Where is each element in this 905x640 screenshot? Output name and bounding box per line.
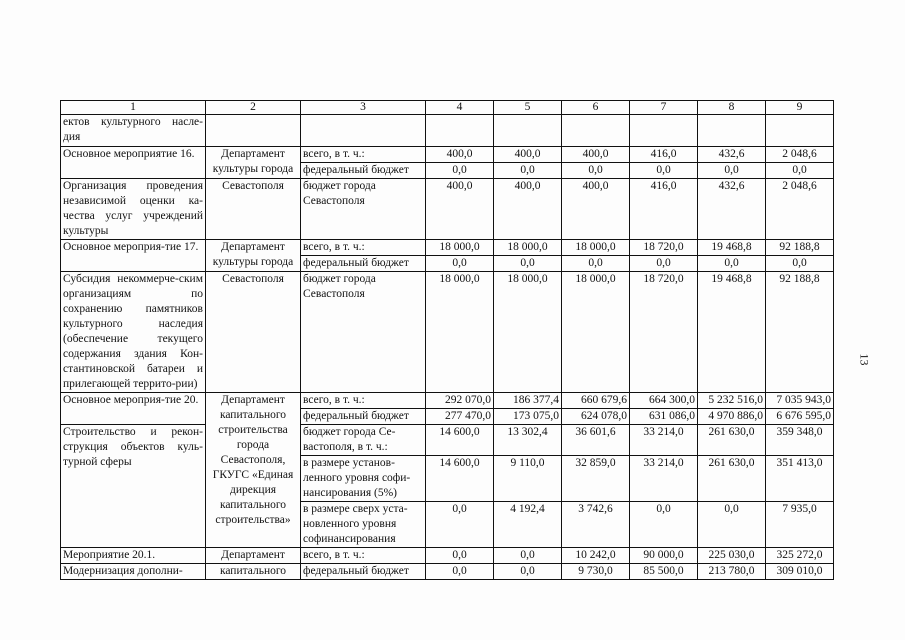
executor-cell: Департамент капитального строительства города Севастополя, ГКУГС «Единая дирекция капитального строительства» <box>206 393 301 548</box>
value-cell: 85 500,0 <box>630 564 698 580</box>
column-header: 9 <box>766 101 834 115</box>
value-cell: 432,6 <box>698 147 766 163</box>
activity-cell: Основное мероприя-тие 20. <box>61 393 206 425</box>
executor-cell: капитального <box>206 564 301 580</box>
column-header: 8 <box>698 101 766 115</box>
value-cell: 0,0 <box>630 502 698 548</box>
value-cell: 0,0 <box>766 256 834 272</box>
value-cell: 90 000,0 <box>630 548 698 564</box>
value-cell <box>766 115 834 147</box>
value-cell: 36 601,6 <box>562 425 630 456</box>
value-cell: 309 010,0 <box>766 564 834 580</box>
value-cell: 33 214,0 <box>630 456 698 502</box>
value-cell: 186 377,4 <box>494 393 562 409</box>
value-cell: 292 070,0 <box>426 393 494 409</box>
column-header: 5 <box>494 101 562 115</box>
source-cell <box>301 115 426 147</box>
value-cell <box>562 115 630 147</box>
value-cell: 18 000,0 <box>562 272 630 393</box>
source-cell: федеральный бюджет <box>301 564 426 580</box>
value-cell: 14 600,0 <box>426 425 494 456</box>
value-cell: 0,0 <box>426 163 494 179</box>
value-cell: 18 000,0 <box>426 240 494 256</box>
table-row <box>61 425 834 456</box>
value-cell: 3 742,6 <box>562 502 630 548</box>
value-cell: 400,0 <box>562 147 630 163</box>
value-cell: 2 048,6 <box>766 179 834 240</box>
value-cell: 0,0 <box>562 163 630 179</box>
value-cell: 261 630,0 <box>698 456 766 502</box>
value-cell: 0,0 <box>766 163 834 179</box>
value-cell: 351 413,0 <box>766 456 834 502</box>
executor-cell: Севастополя <box>206 179 301 240</box>
executor-cell: Департамент культуры города <box>206 240 301 272</box>
value-cell <box>426 115 494 147</box>
value-cell: 18 720,0 <box>630 240 698 256</box>
executor-cell: Департамент культуры города <box>206 147 301 179</box>
value-cell: 400,0 <box>426 179 494 240</box>
table-row <box>61 240 834 256</box>
value-cell: 624 078,0 <box>562 409 630 425</box>
activity-cell: Строительство и рекон-струкция объектов куль-турной сферы <box>61 425 206 548</box>
value-cell: 631 086,0 <box>630 409 698 425</box>
value-cell: 0,0 <box>494 163 562 179</box>
source-cell: бюджет города Севастополя <box>301 179 426 240</box>
activity-cell: Основное мероприя-тие 17. <box>61 240 206 272</box>
budget-table <box>60 100 834 580</box>
table-row <box>61 393 834 409</box>
value-cell: 400,0 <box>426 147 494 163</box>
value-cell: 14 600,0 <box>426 456 494 502</box>
table-row <box>61 272 834 393</box>
source-cell: в размере установ-ленного уровня софи-нансирования (5%) <box>301 456 426 502</box>
value-cell: 18 000,0 <box>426 272 494 393</box>
value-cell: 19 468,8 <box>698 240 766 256</box>
value-cell: 33 214,0 <box>630 425 698 456</box>
value-cell: 6 676 595,0 <box>766 409 834 425</box>
value-cell: 13 302,4 <box>494 425 562 456</box>
value-cell: 0,0 <box>426 256 494 272</box>
source-cell: в размере сверх уста-новленного уровня софинансирования <box>301 502 426 548</box>
activity-cell: Субсидия некоммерче-ским организациям по сохранению памятников культурного наследия (обеспечение текущего содержания здания Кон-стантиновской батареи и прилегающей террито-рии) <box>61 272 206 393</box>
value-cell: 225 030,0 <box>698 548 766 564</box>
value-cell: 416,0 <box>630 147 698 163</box>
value-cell: 92 188,8 <box>766 240 834 256</box>
value-cell: 0,0 <box>494 564 562 580</box>
value-cell <box>630 115 698 147</box>
value-cell: 9 110,0 <box>494 456 562 502</box>
value-cell: 173 075,0 <box>494 409 562 425</box>
source-cell: всего, в т. ч.: <box>301 548 426 564</box>
value-cell: 0,0 <box>698 502 766 548</box>
source-cell: федеральный бюджет <box>301 256 426 272</box>
value-cell: 4 192,4 <box>494 502 562 548</box>
activity-cell: Модернизация дополни- <box>61 564 206 580</box>
value-cell: 7 935,0 <box>766 502 834 548</box>
value-cell: 0,0 <box>698 163 766 179</box>
value-cell: 0,0 <box>630 163 698 179</box>
value-cell: 92 188,8 <box>766 272 834 393</box>
executor-cell: Департамент <box>206 548 301 564</box>
source-cell: бюджет города Се-вастополя, в т. ч.: <box>301 425 426 456</box>
source-cell: федеральный бюджет <box>301 163 426 179</box>
column-header: 6 <box>562 101 630 115</box>
source-cell: федеральный бюджет <box>301 409 426 425</box>
table-row <box>61 147 834 163</box>
value-cell: 18 000,0 <box>494 240 562 256</box>
source-cell: всего, в т. ч.: <box>301 147 426 163</box>
value-cell: 432,6 <box>698 179 766 240</box>
value-cell: 325 272,0 <box>766 548 834 564</box>
value-cell: 277 470,0 <box>426 409 494 425</box>
activity-cell: Основное мероприятие 16. <box>61 147 206 179</box>
value-cell: 7 035 943,0 <box>766 393 834 409</box>
column-header: 1 <box>61 101 206 115</box>
value-cell: 19 468,8 <box>698 272 766 393</box>
value-cell: 4 970 886,0 <box>698 409 766 425</box>
table-row <box>61 179 834 240</box>
value-cell: 0,0 <box>494 256 562 272</box>
source-cell: всего, в т. ч.: <box>301 393 426 409</box>
value-cell: 0,0 <box>698 256 766 272</box>
table-row <box>61 548 834 564</box>
value-cell: 400,0 <box>494 179 562 240</box>
value-cell: 400,0 <box>562 179 630 240</box>
value-cell: 660 679,6 <box>562 393 630 409</box>
value-cell: 10 242,0 <box>562 548 630 564</box>
value-cell: 0,0 <box>494 548 562 564</box>
activity-cell: Организация проведения независимой оценки ка-чества услуг учреждений культуры <box>61 179 206 240</box>
table-row <box>61 115 834 147</box>
value-cell <box>698 115 766 147</box>
value-cell: 416,0 <box>630 179 698 240</box>
value-cell: 0,0 <box>562 256 630 272</box>
value-cell: 18 720,0 <box>630 272 698 393</box>
value-cell: 0,0 <box>630 256 698 272</box>
table-row <box>61 564 834 580</box>
column-header: 2 <box>206 101 301 115</box>
value-cell: 5 232 516,0 <box>698 393 766 409</box>
value-cell: 359 348,0 <box>766 425 834 456</box>
source-cell: бюджет города Севастополя <box>301 272 426 393</box>
value-cell <box>494 115 562 147</box>
value-cell: 32 859,0 <box>562 456 630 502</box>
executor-cell: Севастополя <box>206 272 301 393</box>
value-cell: 0,0 <box>426 502 494 548</box>
value-cell: 213 780,0 <box>698 564 766 580</box>
executor-cell <box>206 115 301 147</box>
activity-cell: Мероприятие 20.1. <box>61 548 206 564</box>
activity-cell: ектов культурного насле-дия <box>61 115 206 147</box>
value-cell: 0,0 <box>426 548 494 564</box>
value-cell: 261 630,0 <box>698 425 766 456</box>
value-cell: 9 730,0 <box>562 564 630 580</box>
value-cell: 400,0 <box>494 147 562 163</box>
value-cell: 18 000,0 <box>494 272 562 393</box>
value-cell: 18 000,0 <box>562 240 630 256</box>
value-cell: 664 300,0 <box>630 393 698 409</box>
column-header: 3 <box>301 101 426 115</box>
column-header: 7 <box>630 101 698 115</box>
table-header-row <box>61 101 834 115</box>
column-header: 4 <box>426 101 494 115</box>
value-cell: 2 048,6 <box>766 147 834 163</box>
page-number: 13 <box>857 353 872 366</box>
value-cell: 0,0 <box>426 564 494 580</box>
source-cell: всего, в т. ч.: <box>301 240 426 256</box>
